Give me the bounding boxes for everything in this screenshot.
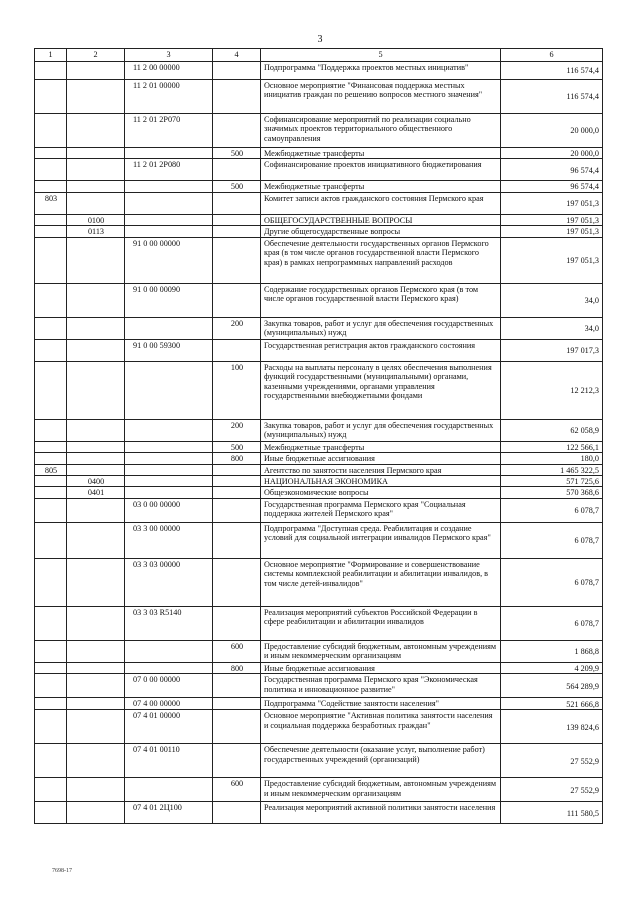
cell-section-code <box>67 361 125 419</box>
cell-amount: 521 666,8 <box>501 698 603 710</box>
cell-amount: 6 078,7 <box>501 522 603 558</box>
cell-admin-code <box>35 317 67 339</box>
page-number: 3 <box>317 34 323 45</box>
cell-expense-type <box>213 744 261 778</box>
cell-target-code <box>125 317 213 339</box>
cell-admin-code <box>35 606 67 640</box>
cell-section-code <box>67 148 125 159</box>
cell-expense-type <box>213 192 261 214</box>
cell-section-code <box>67 159 125 181</box>
cell-admin-code <box>35 80 67 114</box>
cell-description: Государственная программа Пермского края "Экономическая политика и инновационное развитие" <box>261 674 501 698</box>
cell-amount: 139 824,6 <box>501 710 603 744</box>
cell-description: Основное мероприятие "Формирование и совершенствование системы комплексной реабилитации и абилитации инвалидов, в том числе детей-инвалидов" <box>261 558 501 606</box>
cell-target-code <box>125 453 213 464</box>
cell-amount: 197 051,3 <box>501 226 603 237</box>
cell-description: Обеспечение деятельности (оказание услуг, выполнение работ) государственных учреждений (организаций) <box>261 744 501 778</box>
cell-admin-code: 803 <box>35 192 67 214</box>
cell-section-code <box>67 802 125 824</box>
cell-section-code: 0113 <box>67 226 125 237</box>
cell-section-code <box>67 498 125 522</box>
cell-admin-code <box>35 475 67 486</box>
table-row <box>35 62 603 80</box>
cell-expense-type <box>213 226 261 237</box>
cell-target-code: 03 0 00 00000 <box>125 498 213 522</box>
table-row <box>35 558 603 606</box>
cell-expense-type <box>213 674 261 698</box>
table-row <box>35 237 603 283</box>
table-row <box>35 419 603 441</box>
cell-admin-code <box>35 498 67 522</box>
cell-amount: 4 209,9 <box>501 662 603 673</box>
table-row <box>35 498 603 522</box>
cell-description: Иные бюджетные ассигнования <box>261 662 501 673</box>
cell-section-code <box>67 453 125 464</box>
cell-amount: 1 465 322,5 <box>501 464 603 475</box>
cell-target-code: 11 2 01 2P070 <box>125 114 213 148</box>
cell-expense-type: 100 <box>213 361 261 419</box>
cell-amount: 34,0 <box>501 317 603 339</box>
cell-description: Обеспечение деятельности государственных органов Пермского края (в том числе органов государственной власти Пермского края) в рамках непрограммных направлений расходов <box>261 237 501 283</box>
header-row <box>35 49 603 62</box>
table-row <box>35 226 603 237</box>
cell-amount: 116 574,4 <box>501 80 603 114</box>
cell-section-code <box>67 192 125 214</box>
header-col-5: 5 <box>261 49 501 62</box>
cell-expense-type <box>213 802 261 824</box>
cell-expense-type <box>213 698 261 710</box>
cell-section-code <box>67 181 125 192</box>
table-row <box>35 662 603 673</box>
cell-expense-type: 600 <box>213 778 261 802</box>
cell-description: НАЦИОНАЛЬНАЯ ЭКОНОМИКА <box>261 475 501 486</box>
cell-admin-code <box>35 802 67 824</box>
cell-target-code <box>125 441 213 452</box>
cell-admin-code <box>35 114 67 148</box>
cell-admin-code <box>35 640 67 662</box>
cell-amount: 27 552,9 <box>501 744 603 778</box>
cell-section-code <box>67 640 125 662</box>
cell-target-code <box>125 640 213 662</box>
cell-expense-type: 800 <box>213 453 261 464</box>
cell-expense-type <box>213 498 261 522</box>
table-row <box>35 159 603 181</box>
cell-description: Комитет записи актов гражданского состояния Пермского края <box>261 192 501 214</box>
cell-target-code: 07 4 01 00110 <box>125 744 213 778</box>
table-row <box>35 487 603 498</box>
cell-description: Государственная программа Пермского края "Социальная поддержка жителей Пермского края" <box>261 498 501 522</box>
cell-expense-type: 200 <box>213 317 261 339</box>
cell-description: Предоставление субсидий бюджетным, автономным учреждениям и иным некоммерческим организациям <box>261 640 501 662</box>
cell-target-code <box>125 226 213 237</box>
cell-expense-type <box>213 283 261 317</box>
cell-section-code: 0400 <box>67 475 125 486</box>
cell-description: Содержание государственных органов Пермского края (в том числе органов государственной власти Пермского края) <box>261 283 501 317</box>
cell-target-code: 07 4 01 2Ц100 <box>125 802 213 824</box>
cell-section-code <box>67 662 125 673</box>
table-row <box>35 181 603 192</box>
cell-expense-type <box>213 339 261 361</box>
cell-target-code <box>125 181 213 192</box>
cell-amount: 197 017,3 <box>501 339 603 361</box>
cell-description: Подпрограмма "Поддержка проектов местных инициатив" <box>261 62 501 80</box>
table-body <box>35 62 603 824</box>
cell-admin-code <box>35 522 67 558</box>
header-col-3: 3 <box>125 49 213 62</box>
cell-target-code: 91 0 00 59300 <box>125 339 213 361</box>
cell-description: Закупка товаров, работ и услуг для обеспечения государственных (муниципальных) нужд <box>261 317 501 339</box>
cell-admin-code <box>35 662 67 673</box>
cell-target-code <box>125 475 213 486</box>
cell-amount: 6 078,7 <box>501 498 603 522</box>
cell-amount: 197 051,3 <box>501 214 603 225</box>
cell-admin-code <box>35 214 67 225</box>
cell-section-code <box>67 237 125 283</box>
header-col-1: 1 <box>35 49 67 62</box>
table-row <box>35 698 603 710</box>
cell-description: Агентство по занятости населения Пермского края <box>261 464 501 475</box>
cell-description: Предоставление субсидий бюджетным, автономным учреждениям и иным некоммерческим организациям <box>261 778 501 802</box>
cell-target-code: 11 2 01 00000 <box>125 80 213 114</box>
cell-expense-type <box>213 522 261 558</box>
cell-admin-code <box>35 778 67 802</box>
cell-admin-code <box>35 487 67 498</box>
cell-description: Реализация мероприятий активной политики занятости населения <box>261 802 501 824</box>
cell-admin-code: 805 <box>35 464 67 475</box>
cell-admin-code <box>35 181 67 192</box>
cell-description: Закупка товаров, работ и услуг для обеспечения государственных (муниципальных) нужд <box>261 419 501 441</box>
cell-amount: 62 058,9 <box>501 419 603 441</box>
cell-amount: 116 574,4 <box>501 62 603 80</box>
cell-admin-code <box>35 237 67 283</box>
table-header <box>35 49 603 62</box>
cell-description: Общеэкономические вопросы <box>261 487 501 498</box>
cell-expense-type <box>213 606 261 640</box>
cell-expense-type <box>213 710 261 744</box>
cell-amount: 111 580,5 <box>501 802 603 824</box>
cell-description: Подпрограмма "Содействие занятости населения" <box>261 698 501 710</box>
cell-admin-code <box>35 419 67 441</box>
cell-target-code: 03 3 03 R5140 <box>125 606 213 640</box>
cell-section-code: 0100 <box>67 214 125 225</box>
cell-admin-code <box>35 674 67 698</box>
table-row <box>35 522 603 558</box>
table-row <box>35 148 603 159</box>
cell-section-code <box>67 419 125 441</box>
cell-section-code <box>67 522 125 558</box>
cell-expense-type: 800 <box>213 662 261 673</box>
cell-section-code <box>67 80 125 114</box>
table-row <box>35 317 603 339</box>
cell-section-code <box>67 698 125 710</box>
table-row <box>35 475 603 486</box>
table-row <box>35 339 603 361</box>
cell-section-code <box>67 744 125 778</box>
cell-amount: 96 574,4 <box>501 181 603 192</box>
cell-section-code <box>67 317 125 339</box>
cell-target-code <box>125 419 213 441</box>
cell-expense-type <box>213 237 261 283</box>
cell-admin-code <box>35 159 67 181</box>
table-row <box>35 441 603 452</box>
cell-target-code <box>125 464 213 475</box>
cell-expense-type <box>213 475 261 486</box>
table-row <box>35 778 603 802</box>
cell-amount: 1 868,8 <box>501 640 603 662</box>
cell-amount: 122 566,1 <box>501 441 603 452</box>
table-row <box>35 453 603 464</box>
table-row <box>35 710 603 744</box>
cell-amount: 570 368,6 <box>501 487 603 498</box>
cell-section-code <box>67 674 125 698</box>
cell-admin-code <box>35 148 67 159</box>
cell-admin-code <box>35 283 67 317</box>
table-row <box>35 80 603 114</box>
cell-amount: 12 212,3 <box>501 361 603 419</box>
cell-admin-code <box>35 558 67 606</box>
cell-expense-type: 200 <box>213 419 261 441</box>
cell-admin-code <box>35 361 67 419</box>
cell-target-code <box>125 192 213 214</box>
table-row <box>35 192 603 214</box>
cell-amount: 27 552,9 <box>501 778 603 802</box>
header-col-6: 6 <box>501 49 603 62</box>
table-row <box>35 744 603 778</box>
cell-section-code <box>67 606 125 640</box>
cell-section-code <box>67 114 125 148</box>
budget-table <box>34 48 603 824</box>
cell-target-code <box>125 361 213 419</box>
cell-admin-code <box>35 226 67 237</box>
cell-target-code: 07 4 00 00000 <box>125 698 213 710</box>
cell-amount: 20 000,0 <box>501 114 603 148</box>
cell-description: Софинансирование проектов инициативного бюджетирования <box>261 159 501 181</box>
cell-expense-type: 500 <box>213 181 261 192</box>
cell-description: Межбюджетные трансферты <box>261 181 501 192</box>
table-row <box>35 214 603 225</box>
cell-target-code: 11 2 01 2P080 <box>125 159 213 181</box>
cell-target-code <box>125 214 213 225</box>
cell-amount: 6 078,7 <box>501 558 603 606</box>
cell-expense-type <box>213 464 261 475</box>
cell-description: Другие общегосударственные вопросы <box>261 226 501 237</box>
cell-expense-type: 600 <box>213 640 261 662</box>
table-row <box>35 640 603 662</box>
cell-description: Государственная регистрация актов гражданского состояния <box>261 339 501 361</box>
cell-target-code: 07 0 00 00000 <box>125 674 213 698</box>
cell-section-code <box>67 778 125 802</box>
cell-target-code: 03 3 00 00000 <box>125 522 213 558</box>
cell-admin-code <box>35 698 67 710</box>
cell-target-code <box>125 778 213 802</box>
cell-target-code: 91 0 00 00090 <box>125 283 213 317</box>
cell-target-code: 07 4 01 00000 <box>125 710 213 744</box>
cell-target-code <box>125 662 213 673</box>
cell-expense-type <box>213 114 261 148</box>
table-row <box>35 674 603 698</box>
cell-section-code <box>67 558 125 606</box>
cell-target-code: 03 3 03 00000 <box>125 558 213 606</box>
table-row <box>35 802 603 824</box>
cell-expense-type <box>213 62 261 80</box>
cell-amount: 180,0 <box>501 453 603 464</box>
cell-target-code <box>125 148 213 159</box>
cell-admin-code <box>35 339 67 361</box>
cell-section-code <box>67 441 125 452</box>
cell-expense-type <box>213 558 261 606</box>
cell-amount: 34,0 <box>501 283 603 317</box>
cell-amount: 6 078,7 <box>501 606 603 640</box>
cell-expense-type: 500 <box>213 441 261 452</box>
table-row <box>35 464 603 475</box>
cell-expense-type <box>213 214 261 225</box>
cell-section-code: 0401 <box>67 487 125 498</box>
cell-section-code <box>67 62 125 80</box>
cell-description: Межбюджетные трансферты <box>261 148 501 159</box>
cell-amount: 197 051,3 <box>501 237 603 283</box>
cell-section-code <box>67 464 125 475</box>
cell-admin-code <box>35 441 67 452</box>
table-row <box>35 283 603 317</box>
cell-description: Подпрограмма "Доступная среда. Реабилитация и создание условий для социальной интеграции инвалидов Пермского края" <box>261 522 501 558</box>
cell-description: ОБЩЕГОСУДАРСТВЕННЫЕ ВОПРОСЫ <box>261 214 501 225</box>
cell-description: Иные бюджетные ассигнования <box>261 453 501 464</box>
cell-section-code <box>67 283 125 317</box>
cell-target-code <box>125 487 213 498</box>
cell-amount: 20 000,0 <box>501 148 603 159</box>
cell-description: Расходы на выплаты персоналу в целях обеспечения выполнения функций государственными (муниципальными) органами, казенными учреждениями, органами управления государственными внебюджетными фондами <box>261 361 501 419</box>
cell-expense-type: 500 <box>213 148 261 159</box>
cell-description: Основное мероприятие "Активная политика занятости населения и социальная поддержка безработных граждан" <box>261 710 501 744</box>
cell-expense-type <box>213 80 261 114</box>
cell-amount: 571 725,6 <box>501 475 603 486</box>
cell-amount: 96 574,4 <box>501 159 603 181</box>
cell-description: Софинансирование мероприятий по реализации социально значимых проектов территориального общественного самоуправления <box>261 114 501 148</box>
cell-amount: 564 289,9 <box>501 674 603 698</box>
cell-section-code <box>67 710 125 744</box>
table-row <box>35 606 603 640</box>
cell-amount: 197 051,3 <box>501 192 603 214</box>
cell-description: Реализация мероприятий субъектов Российской Федерации в сфере реабилитации и абилитации инвалидов <box>261 606 501 640</box>
cell-target-code: 91 0 00 00000 <box>125 237 213 283</box>
footer-code: 7698-17 <box>52 868 72 874</box>
table-row <box>35 361 603 419</box>
table-row <box>35 114 603 148</box>
cell-section-code <box>67 339 125 361</box>
cell-admin-code <box>35 710 67 744</box>
cell-description: Основное мероприятие "Финансовая поддержка местных инициатив граждан по решению вопросов местного значения" <box>261 80 501 114</box>
cell-target-code: 11 2 00 00000 <box>125 62 213 80</box>
cell-admin-code <box>35 453 67 464</box>
header-col-4: 4 <box>213 49 261 62</box>
cell-admin-code <box>35 62 67 80</box>
cell-expense-type <box>213 487 261 498</box>
cell-description: Межбюджетные трансферты <box>261 441 501 452</box>
header-col-2: 2 <box>67 49 125 62</box>
cell-admin-code <box>35 744 67 778</box>
cell-expense-type <box>213 159 261 181</box>
